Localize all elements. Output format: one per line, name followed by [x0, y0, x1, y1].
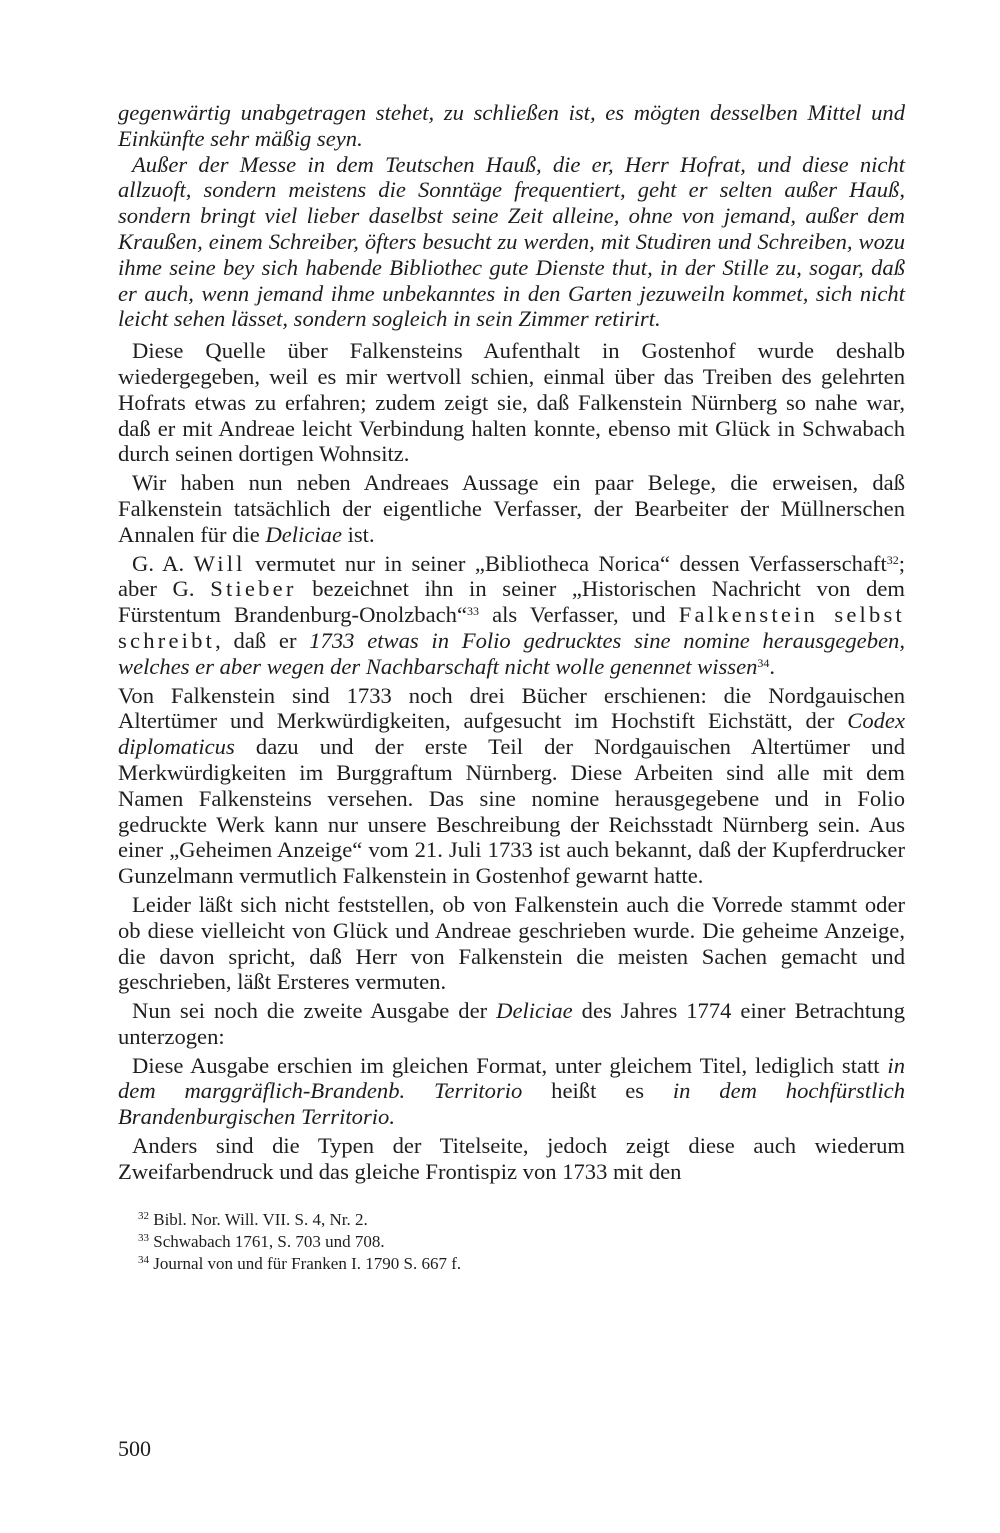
spaced-name-stieber: Stieber: [210, 576, 297, 602]
footnote-number: 32: [138, 1209, 149, 1222]
footnote-32: [118, 1209, 905, 1231]
paragraph-3: G. A. Will vermutet nur in seiner „Bibliotheca Norica“ dessen Verfasserschaft$^{32}$; aber G. Stieber bezeichnet ihn in seiner „Historischen Nachricht von dem Fürstentum Brandenburg-Onolzbach“$^{33}$ als Verfasser, und Falkenstein selbst schreibt, daß er 1733 etwas in Folio gedrucktes sine nomine herausgegeben, welches er aber wegen der Nachbarschaft nicht wolle genennet wissen$^{34}$.: [118, 550, 906, 679]
paragraph-4: Von Falkenstein sind 1733 noch drei Bücher erschienen: die Nordgauischen Altertümer und Merkwürdigkeiten, aufgesucht im Hochstift Eichstätt, der Codex diplomaticus dazu und der erste Teil der Nordgauischen Altertümer und Merkwürdigkeiten im Burggraftum Nürnberg. Diese Arbeiten sind alle mit dem Namen Falkensteins versehen. Das sine nomine herausgegebene und in Folio gedruckte Werk kann nur unsere Beschreibung der Reichsstadt Nürnberg sein. Aus einer „Geheimen Anzeige“ vom 21. Juli 1733 ist auch bekannt, daß der Kupferdrucker Gunzelmann vermutlich Falkenstein in Gostenhof gewarnt hatte.: [118, 682, 905, 889]
paragraph-7: Diese Ausgabe erschien im gleichen Format, unter gleichem Titel, lediglich statt in dem marggräflich-Brandenb. Territorio heißt es in dem hochfürstlich Brandenburgischen Territorio.: [118, 1052, 906, 1130]
quote-paragraph: Außer der Messe in dem Teutschen Hauß, die er, Herr Hofrat, und diese nicht allzuoft, sondern meistens die Sonntäge frequentiert, geht er selten außer Hauß, sondern bringt viel lieber daselbst seine Zeit alleine, ohne von jemand, außer dem Kraußen, einem Schreiber, öfters besucht zu werden, mit Studiren und Schreiben, wozu ihme seine bey sich habende Bibliothec gute Dienste thut, in der Stille zu, sogar, daß er auch, wenn jemand ihme unbekanntes in den Garten jezuweiln kommet, sich nicht leicht sehen lässet, sondern sogleich in sein Zimmer retirirt.: [118, 151, 905, 332]
italic-term: Deliciae: [265, 521, 342, 547]
italic-term: Deliciae: [496, 998, 573, 1024]
italic-phrase: in dem marggräflich-Brandenb. Territorio: [118, 1052, 905, 1104]
spaced-name-will: Will: [193, 550, 246, 576]
paragraph-8: Anders sind die Typen der Titelseite, jedoch zeigt diese auch wiederum Zweifarbendruck und das gleiche Frontispiz von 1733 mit den: [118, 1133, 905, 1184]
footnote-ref-34: 34: [757, 655, 770, 670]
footnote-number: 34: [138, 1253, 149, 1266]
footnote-text: Schwabach 1761, S. 703 und 708.: [153, 1231, 385, 1251]
footnote-number: 33: [138, 1231, 149, 1244]
footnote-34: [118, 1253, 905, 1275]
footnote-ref-33: 33: [466, 604, 479, 619]
italic-term: Codex diplomaticus: [118, 708, 905, 760]
footnote-ref-32: 32: [886, 552, 899, 567]
footnote-text: Journal von und für Franken I. 1790 S. 667 f.: [153, 1253, 462, 1273]
paragraph-6: Nun sei noch die zweite Ausgabe der Deliciae des Jahres 1774 einer Betrachtung unterzogen:: [118, 998, 905, 1049]
italic-phrase: in dem hochfürstlich Brandenburgischen Territorio.: [118, 1078, 906, 1130]
page-body: [118, 100, 905, 1275]
page-number: 500: [118, 1436, 151, 1461]
footnote-text: Bibl. Nor. Will. VII. S. 4, Nr. 2.: [153, 1209, 368, 1229]
paragraph-5: Leider läßt sich nicht feststellen, ob von Falkenstein auch die Vorrede stammt oder ob diese vielleicht von Glück und Andreae geschrieben wurde. Die geheime Anzeige, die davon spricht, daß Herr von Falkenstein die meisten Sachen gemacht und geschrieben, läßt Ersteres vermuten.: [118, 891, 905, 995]
spaced-emphasis: Falkenstein selbst schreibt: [118, 602, 905, 653]
footnotes: [118, 1209, 905, 1275]
paragraph-2: Wir haben nun neben Andreaes Aussage ein paar Belege, die erweisen, daß Falkenstein tatsächlich der eigentliche Verfasser, der Bearbeiter der Müllnerschen Annalen für die Deliciae ist.: [118, 470, 905, 547]
paragraph-1: Diese Quelle über Falkensteins Aufenthalt in Gostenhof wurde deshalb wiedergegeben, weil es mir wertvoll schien, einmal über das Treiben des gelehrten Hofrats etwas zu erfahren; zudem zeigt sie, daß Falkenstein Nürnberg so nahe war, daß er mit Andreae leicht Verbindung halten konnte, ebenso mit Glück in Schwabach durch seinen dortigen Wohnsitz.: [118, 338, 905, 467]
footnote-33: [118, 1231, 905, 1253]
italic-quote: 1733 etwas in Folio gedrucktes sine nomine herausgegeben, welches er aber wegen der Nachbarschaft nicht wolle genennet wissen: [118, 627, 905, 679]
quote-continuation: gegenwärtig unabgetragen stehet, zu schließen ist, es mögten desselben Mittel und Einkünfte sehr mäßig seyn.: [118, 100, 905, 151]
